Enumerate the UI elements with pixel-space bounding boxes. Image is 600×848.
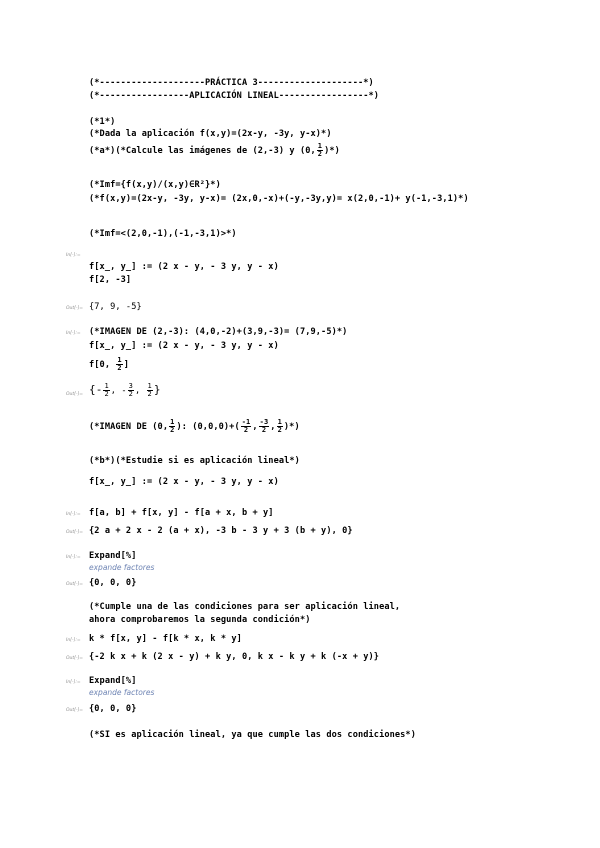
input-cell-def[interactable]: f[x_, y_] := (2 x - y, - 3 y, y - x) bbox=[89, 341, 279, 351]
output-label: Out[-]= bbox=[66, 392, 84, 397]
autocomplete-hint[interactable]: expande factores bbox=[89, 688, 155, 697]
output-cell: {0, 0, 0} bbox=[89, 578, 137, 588]
image-comment[interactable]: (*IMAGEN DE (2,-3): (4,0,-2)+(3,9,-3)= (7,9,-5)*) bbox=[89, 327, 348, 337]
fraction-half: $\frac{1}{2}$ bbox=[117, 356, 122, 372]
output-label: Out[-]= bbox=[66, 306, 84, 311]
input-cell-def[interactable]: f[x_, y_] := (2 x - y, - 3 y, y - x) bbox=[89, 262, 279, 272]
input-cell-call[interactable]: f[0, $\frac{1}{2}$ ] bbox=[89, 356, 129, 372]
input-cell-expand[interactable]: Expand[%] bbox=[89, 551, 137, 561]
input-label: In[-]:= bbox=[66, 331, 81, 336]
header-aplicacion: (*-----------------APLICACIÓN LINEAL-----------------*) bbox=[89, 91, 380, 101]
fraction-half: $\frac{1}{2}$ bbox=[277, 418, 282, 434]
output-label: Out[-]= bbox=[66, 582, 84, 587]
output-label: Out[-]= bbox=[66, 708, 84, 713]
input-cell-call[interactable]: f[2, -3] bbox=[89, 275, 132, 285]
imf-expansion: (*f(x,y)=(2x-y, -3y, y-x)= (2x,0,-x)+(-y,-3y,y)= x(2,0,-1)+ y(-1,-3,1)*) bbox=[89, 194, 469, 204]
output-cell: {-2 k x + k (2 x - y) + k y, 0, k x - k y + k (-x + y)} bbox=[89, 652, 380, 662]
condition-comment-line1: (*Cumple una de las condiciones para ser aplicación lineal, bbox=[89, 602, 401, 612]
input-label: In[-]:= bbox=[66, 638, 81, 643]
input-label: In[-]:= bbox=[66, 253, 81, 258]
part-b-comment: (*b*)(*Estudie si es aplicación lineal*) bbox=[89, 456, 300, 466]
fraction-minus-three-halves: $\frac{-3}{2}$ bbox=[259, 418, 269, 434]
fraction-half: $\frac{1}{2}$ bbox=[317, 142, 323, 158]
output-cell: {2 a + 2 x - 2 (a + x), -3 b - 3 y + 3 (b + y), 0} bbox=[89, 526, 353, 536]
autocomplete-hint[interactable]: expande factores bbox=[89, 563, 155, 572]
exercise-number: (*1*) bbox=[89, 117, 116, 127]
input-label: In[-]:= bbox=[66, 680, 81, 685]
input-cell-homogeneity[interactable]: k * f[x, y] - f[k * x, k * y] bbox=[89, 634, 242, 644]
input-label: In[-]:= bbox=[66, 555, 81, 560]
input-cell-additivity[interactable]: f[a, b] + f[x, y] - f[a + x, b + y] bbox=[89, 508, 274, 518]
fraction-half: $\frac{1}{2}$ bbox=[170, 418, 175, 434]
statement-comment: (*Dada la aplicación f(x,y)=(2x-y, -3y, y-x)*) bbox=[89, 129, 332, 139]
imf-span: (*Imf=<(2,0,-1),(-1,-3,1)>*) bbox=[89, 229, 237, 239]
fraction-minus-half: $\frac{-1}{2}$ bbox=[241, 418, 251, 434]
fraction-half: $\frac{1}{2}$ bbox=[147, 382, 152, 398]
part-a-comment: (*a*)(*Calcule las imágenes de (2,-3) y (0, $\frac{1}{2}$ )*) bbox=[89, 142, 340, 158]
output-cell: {- $\frac{1}{2}$ , - $\frac{3}{2}$ , $\frac{1}{2}$ } bbox=[89, 382, 161, 398]
input-cell-expand[interactable]: Expand[%] bbox=[89, 676, 137, 686]
header-practica: (*--------------------PRÁCTICA 3--------------------*) bbox=[89, 78, 374, 88]
output-label: Out[-]= bbox=[66, 530, 84, 535]
output-cell: {7, 9, -5} bbox=[89, 302, 142, 312]
condition-comment-line2: ahora comprobaremos la segunda condición*) bbox=[89, 615, 311, 625]
imf-definition: (*Imf={f(x,y)/(x,y)∈R²}*) bbox=[89, 180, 221, 190]
input-label: In[-]:= bbox=[66, 512, 81, 517]
input-cell-def[interactable]: f[x_, y_] := (2 x - y, - 3 y, y - x) bbox=[89, 477, 279, 487]
fraction-half: $\frac{1}{2}$ bbox=[104, 382, 109, 398]
output-cell: {0, 0, 0} bbox=[89, 704, 137, 714]
output-label: Out[-]= bbox=[66, 656, 84, 661]
fraction-three-halves: $\frac{3}{2}$ bbox=[128, 382, 133, 398]
final-comment: (*SI es aplicación lineal, ya que cumple las dos condiciones*) bbox=[89, 730, 416, 740]
image-comment: (*IMAGEN DE (0, $\frac{1}{2}$ ): (0,0,0)+( $\frac{-1}{2}$ , $\frac{-3}{2}$ , $\frac{1}{2}$ )*) bbox=[89, 418, 300, 434]
